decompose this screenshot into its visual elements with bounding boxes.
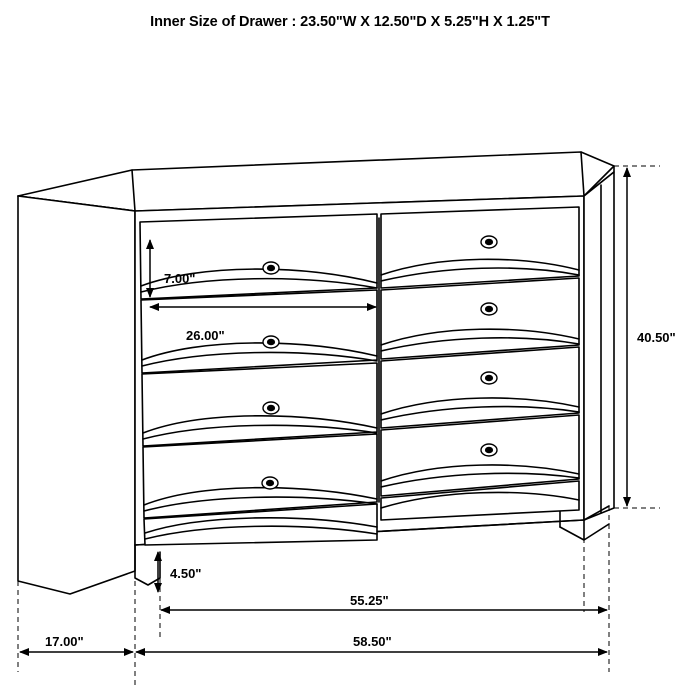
cabinet-right-side bbox=[584, 172, 614, 520]
knob-right-2 bbox=[481, 303, 497, 315]
knob-right-3 bbox=[481, 372, 497, 384]
cabinet-left-side bbox=[18, 196, 135, 594]
dimension-label-overall-height: 40.50" bbox=[637, 330, 676, 345]
dimension-label-drawer-width: 26.00" bbox=[186, 328, 225, 343]
knob-right-1 bbox=[481, 236, 497, 248]
drawer-right-row2 bbox=[381, 278, 579, 359]
knob-right-4 bbox=[481, 444, 497, 456]
drawer-left-row2 bbox=[141, 290, 377, 373]
knob-left-4 bbox=[262, 477, 278, 489]
dimension-label-leg-height: 4.50" bbox=[170, 566, 202, 581]
drawer-left-row3 bbox=[142, 363, 377, 446]
dimension-label-case-width: 55.25" bbox=[350, 593, 389, 608]
drawer-left-row1 bbox=[140, 214, 377, 299]
dimension-label-overall-width: 58.50" bbox=[353, 634, 392, 649]
page-title: Inner Size of Drawer : 23.50"W X 12.50"D X 5.25"H X 1.25"T bbox=[150, 14, 550, 30]
knob-left-1 bbox=[263, 262, 279, 274]
dimension-label-drawer-height: 7.00" bbox=[164, 271, 196, 286]
drawer-right-row1 bbox=[381, 207, 579, 288]
knob-left-3 bbox=[263, 402, 279, 414]
knob-left-2 bbox=[263, 336, 279, 348]
drawer-right-row3 bbox=[381, 347, 579, 428]
dimension-label-depth: 17.00" bbox=[45, 634, 84, 649]
